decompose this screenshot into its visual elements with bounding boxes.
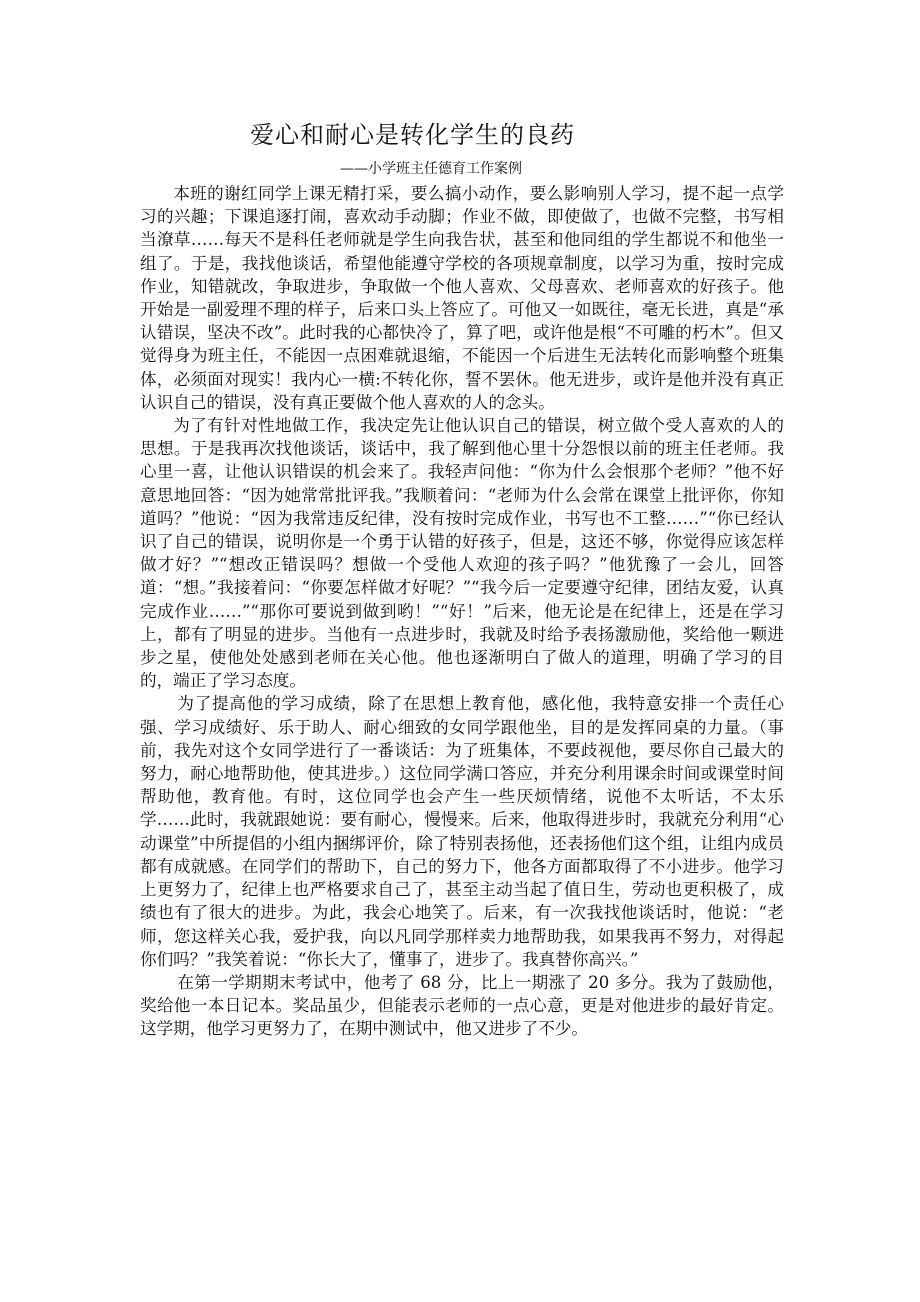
document-subtitle: ——小学班主任德育工作案例	[340, 161, 522, 177]
document-title: 爱心和耐心是转化学生的良药	[250, 121, 575, 149]
document-page	[140, 118, 784, 1041]
paragraph-2: 为了有针对性地做工作，我决定先让他认识自己的错误，树立做个受人喜欢的人的思想。于是我再次找他谈话，谈话中，我了解到他心里十分怨恨以前的班主任老师。我心里一喜，让他认识错误的机会来了。我轻声问他：“你为什么会恨那个老师？”他不好意思地回答：“因为她常常批评我。”我顺着问：“老师为什么会常在课堂上批评你，你知道吗？”他说：“因为我常违反纪律，没有按时完成作业，书写也不工整……”“你已经认识了自己的错误，说明你是一个勇于认错的好孩子，但是，这还不够，你觉得应该怎样做才好？”“想改正错误吗？想做一个受他人欢迎的孩子吗？”他犹豫了一会儿，回答道：“想。”我接着问：“你要怎样做才好呢？”“我今后一定要遵守纪律，团结友爱，认真完成作业……”“那你可要说到做到哟！”“好！”后来，他无论是在纪律上，还是在学习上，都有了明显的进步。当他有一点进步时，我就及时给予表扬激励他，奖给他一颗进步之星，使他处处感到老师在关心他。他也逐渐明白了做人的道理，明确了学习的目的，端正了学习态度。	[140, 416, 784, 691]
paragraph-4: 在第一学期期末考试中，他考了 68 分，比上一期涨了 20 多分。我为了鼓励他，奖给他一本日记本。奖品虽少，但能表示老师的一点心意，更是对他进步的最好肯定。这学期，他学习更努力了，在期中测试中，他又进步了不少。	[140, 972, 784, 1039]
paragraph-1: 本班的谢红同学上课无精打采，要么搞小动作，要么影响别人学习，提不起一点学习的兴趣；下课追逐打闹，喜欢动手动脚；作业不做，即使做了，也做不完整，书写相当潦草……每天不是科任老师就是学生向我告状，甚至和他同组的学生都说不和他坐一组了。于是，我找他谈话，希望他能遵守学校的各项规章制度，以学习为重，按时完成作业，知错就改，争取进步，争取做一个他人喜欢、父母喜欢、老师喜欢的好孩子。他开始是一副爱理不理的样子，后来口头上答应了。可他又一如既往，毫无长进，真是“承认错误，坚决不改”。此时我的心都快冷了，算了吧，或许他是根“不可雕的朽木”。但又觉得身为班主任，不能因一点困难就退缩，不能因一个后进生无法转化而影响整个班集体，必须面对现实！我内心一横:不转化你，誓不罢休。他无进步，或许是他并没有真正认识自己的错误，没有真正要做个他人喜欢的人的念头。	[140, 184, 784, 412]
paragraph-3: 为了提高他的学习成绩，除了在思想上教育他，感化他，我特意安排一个责任心强、学习成绩好、乐于助人、耐心细致的女同学跟他坐，目的是发挥同桌的力量。（事前，我先对这个女同学进行了一番谈话：为了班集体，不要歧视他，要尽你自己最大的努力，耐心地帮助他，使其进步。）这位同学满口答应，并充分利用课余时间或课堂时间帮助他，教育他。有时，这位同学也会产生一些厌烦情绪，说他不太听话，不太乐学……此时，我就跟她说：要有耐心，慢慢来。后来，他取得进步时，我就充分利用“心动课堂”中所提倡的小组内捆绑评价，除了特别表扬他，还表扬他们这个组，让组内成员都有成就感。在同学们的帮助下，自己的努力下，他各方面都取得了不小进步。他学习上更努力了，纪律上也严格要求自己了，甚至主动当起了值日生，劳动也更积极了，成绩也有了很大的进步。为此，我会心地笑了。后来，有一次我找他谈话时，他说：“老师，您这样关心我，爱护我，向以凡同学那样卖力地帮助我，如果我再不努力，对得起你们吗？”我笑着说：“你长大了，懂事了，进步了。我真替你高兴。”	[140, 694, 784, 969]
